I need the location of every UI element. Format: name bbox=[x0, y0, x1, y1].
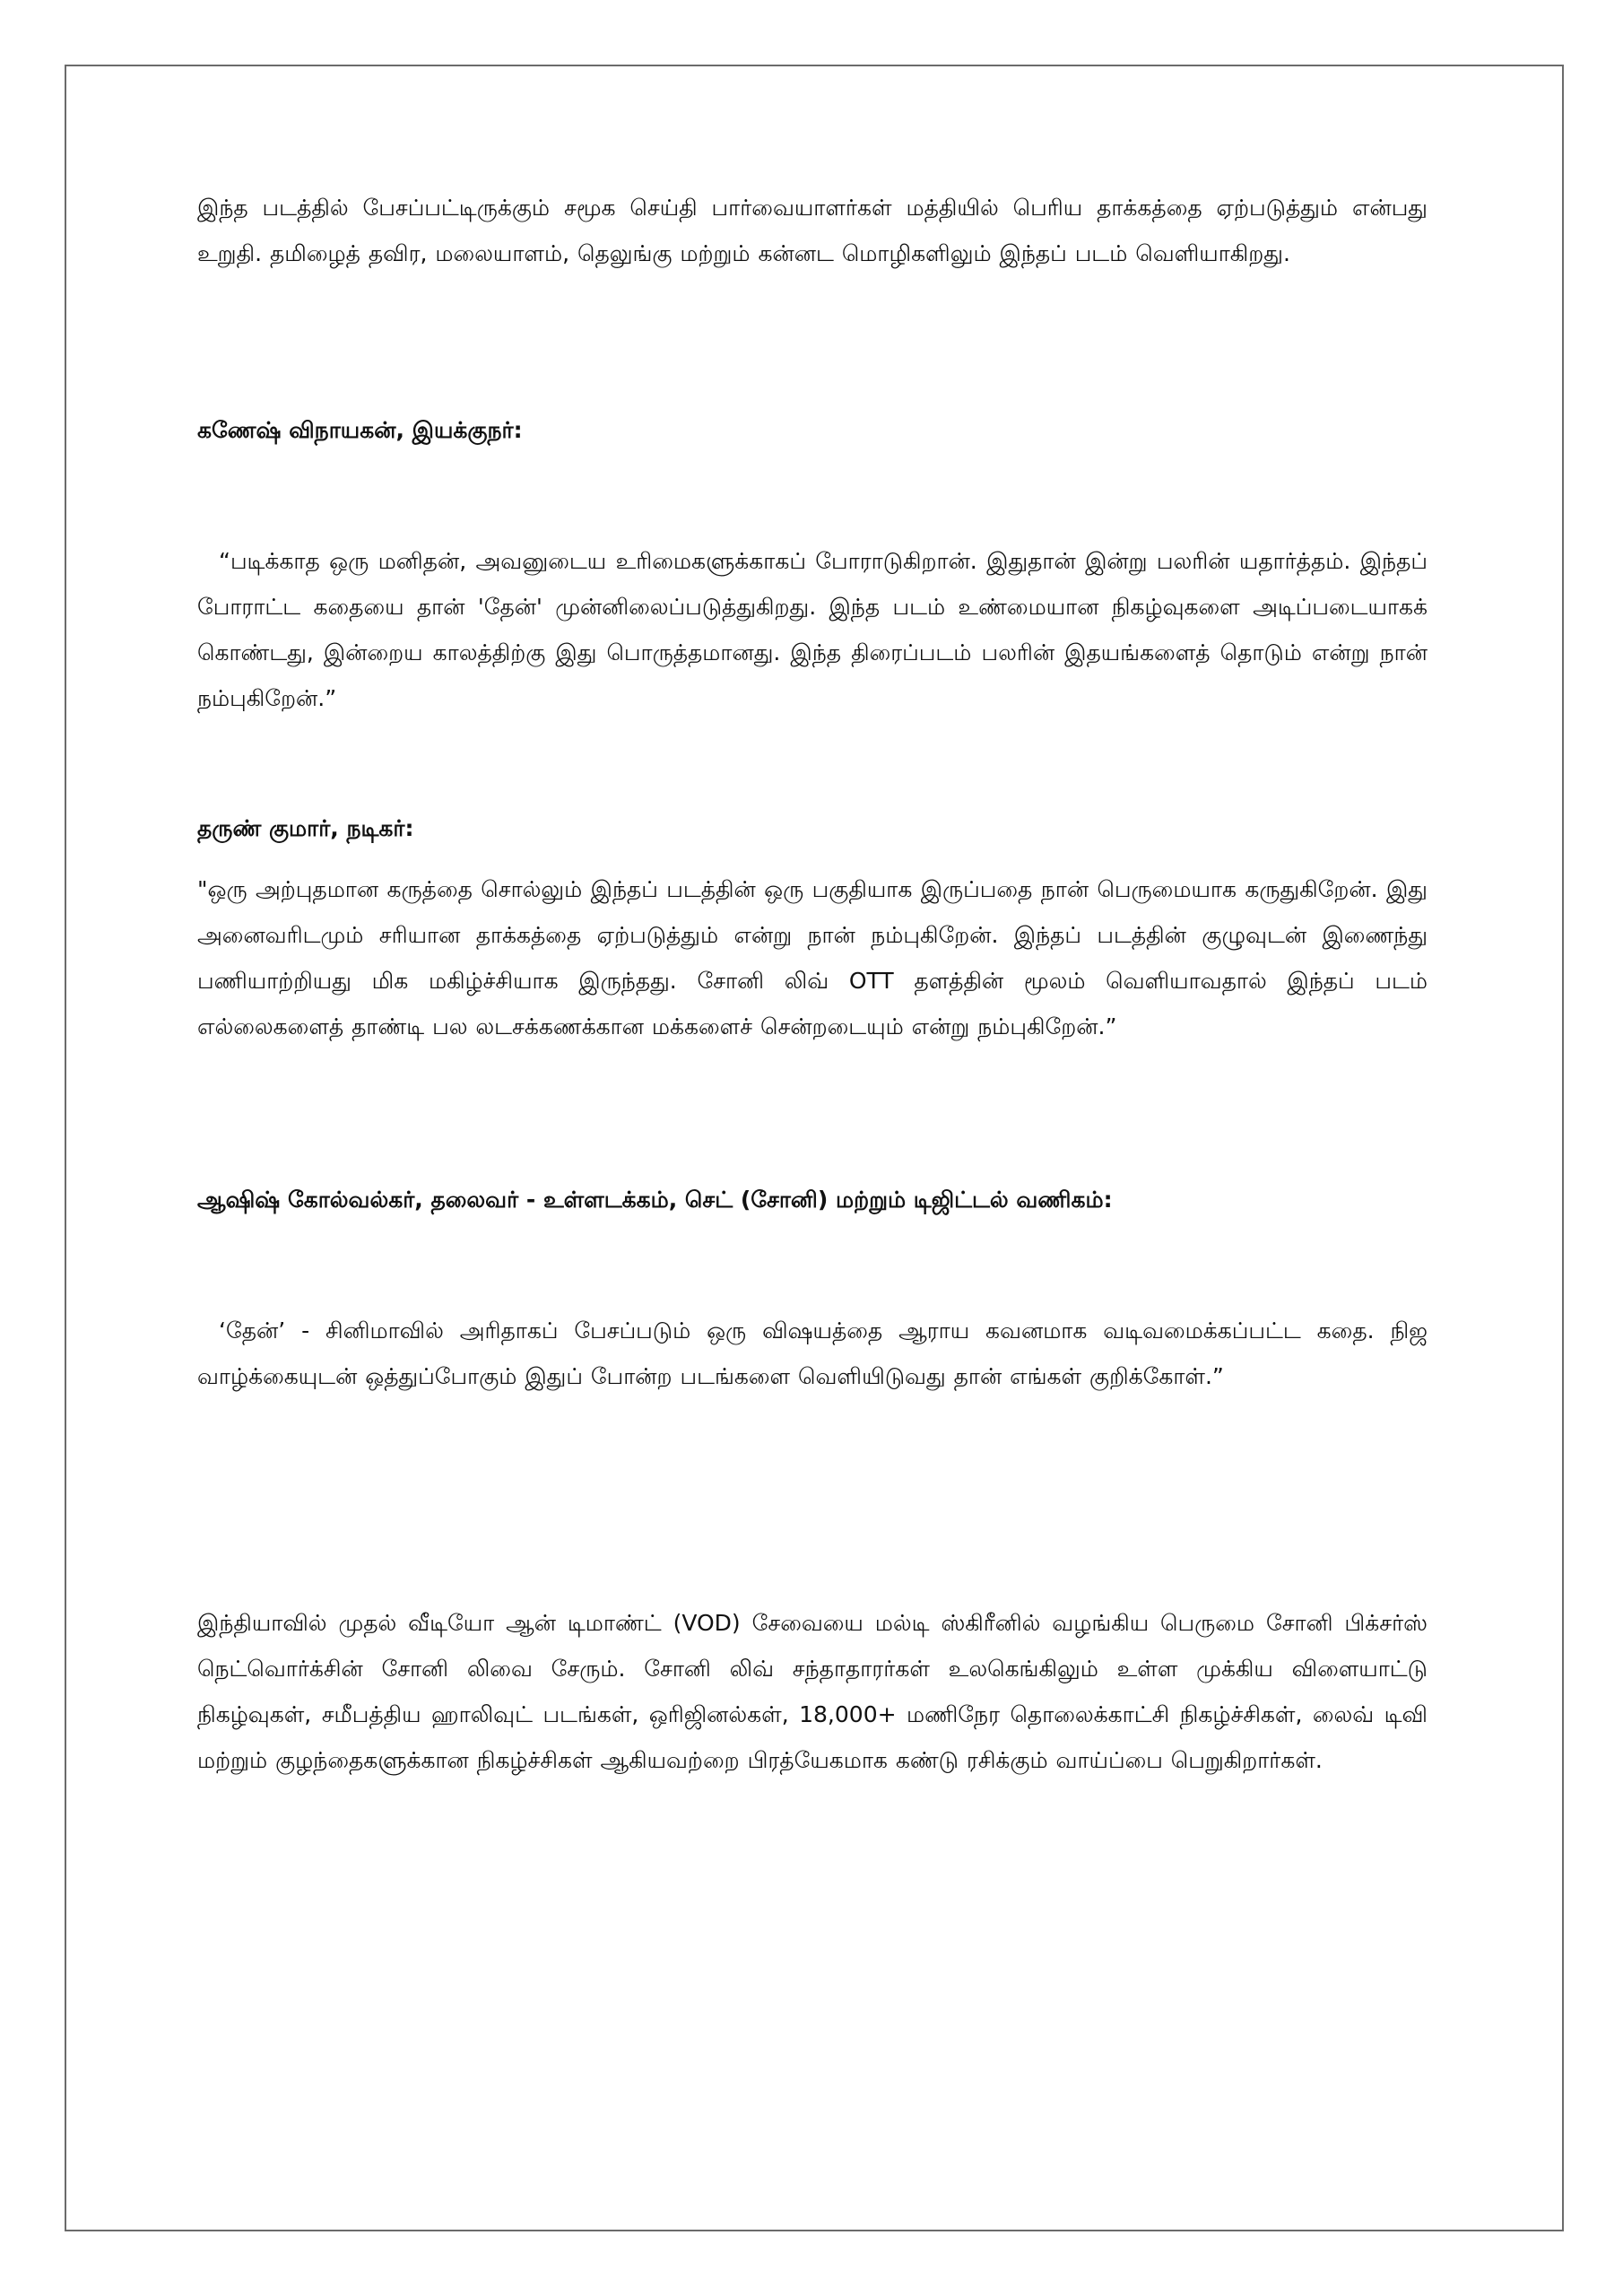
speaker-heading-executive: ஆஷிஷ் கோல்வல்கர், தலைவர் - உள்ளடக்கம், செட் (சோனி) மற்றும் டிஜிட்டல் வணிகம்: bbox=[197, 1187, 1113, 1213]
speaker-heading-actor: தருண் குமார், நடிகர்: bbox=[197, 815, 414, 841]
quote-director: “படிக்காத ஒரு மனிதன், அவனுடைய உரிமைகளுக்காகப் போராடுகிறான். இதுதான் இன்று பலரின் யதார்த்தம். இந்தப் போராட்ட கதையை தான் 'தேன்' முன்னிலைப்படுத்துகிறது. இந்த படம் உண்மையான நிகழ்வுகளை அடிப்படையாகக் கொண்டது, இன்றைய காலத்திற்கு இது பொருத்தமானது. இந்த திரைப்படம் பலரின் இதயங்களைத் தொடும் என்று நான் நம்புகிறேன்.” bbox=[197, 548, 1428, 711]
quote-executive: ‘தேன்’ - சினிமாவில் அரிதாகப் பேசப்படும் ஒரு விஷயத்தை ஆராய கவனமாக வடிவமைக்கப்பட்ட கதை. நிஜ வாழ்க்கையுடன் ஒத்துப்போகும் இதுப் போன்ற படங்களை வெளியிடுவது தான் எங்கள் குறிக்கோள்.” bbox=[197, 1318, 1428, 1389]
page-border bbox=[65, 65, 1564, 2231]
quote-actor: "ஒரு அற்புதமான கருத்தை சொல்லும் இந்தப் படத்தின் ஒரு பகுதியாக இருப்பதை நான் பெருமையாக கருதுகிறேன். இது அனைவரிடமும் சரியான தாக்கத்தை ஏற்படுத்தும் என்று நான் நம்புகிறேன். இந்தப் படத்தின் குழுவுடன் இணைந்து பணியாற்றியது மிக மகிழ்ச்சியாக இருந்தது. சோனி லிவ் OTT தளத்தின் மூலம் வெளியாவதால் இந்தப் படம் எல்லைகளைத் தாண்டி பல லடசக்கணக்கான மக்களைச் சென்றடையும் என்று நம்புகிறேன்.” bbox=[197, 876, 1428, 1039]
intro-paragraph: இந்த படத்தில் பேசப்பட்டிருக்கும் சமூக செய்தி பார்வையாளர்கள் மத்தியில் பெரிய தாக்கத்தை ஏற்படுத்தும் என்பது உறுதி. தமிழைத் தவிர, மலையாளம், தெலுங்கு மற்றும் கன்னட மொழிகளிலும் இந்தப் படம் வெளியாகிறது. bbox=[197, 195, 1428, 266]
speaker-heading-director: கணேஷ் விநாயகன், இயக்குநர்: bbox=[197, 417, 523, 443]
closing-paragraph: இந்தியாவில் முதல் வீடியோ ஆன் டிமாண்ட் (VOD) சேவையை மல்டி ஸ்கிரீனில் வழங்கிய பெருமை சோனி பிக்சர்ஸ் நெட்வொர்க்சின் சோனி லிவை சேரும். சோனி லிவ் சந்தாதாரர்கள் உலகெங்கிலும் உள்ள முக்கிய விளையாட்டு நிகழ்வுகள், சமீபத்திய ஹாலிவுட் படங்கள், ஒரிஜினல்கள், 18,000+ மணிநேர தொலைக்காட்சி நிகழ்ச்சிகள், லைவ் டிவி மற்றும் குழந்தைகளுக்கான நிகழ்ச்சிகள் ஆகியவற்றை பிரத்யேகமாக கண்டு ரசிக்கும் வாய்ப்பை பெறுகிறார்கள். bbox=[197, 1610, 1428, 1773]
